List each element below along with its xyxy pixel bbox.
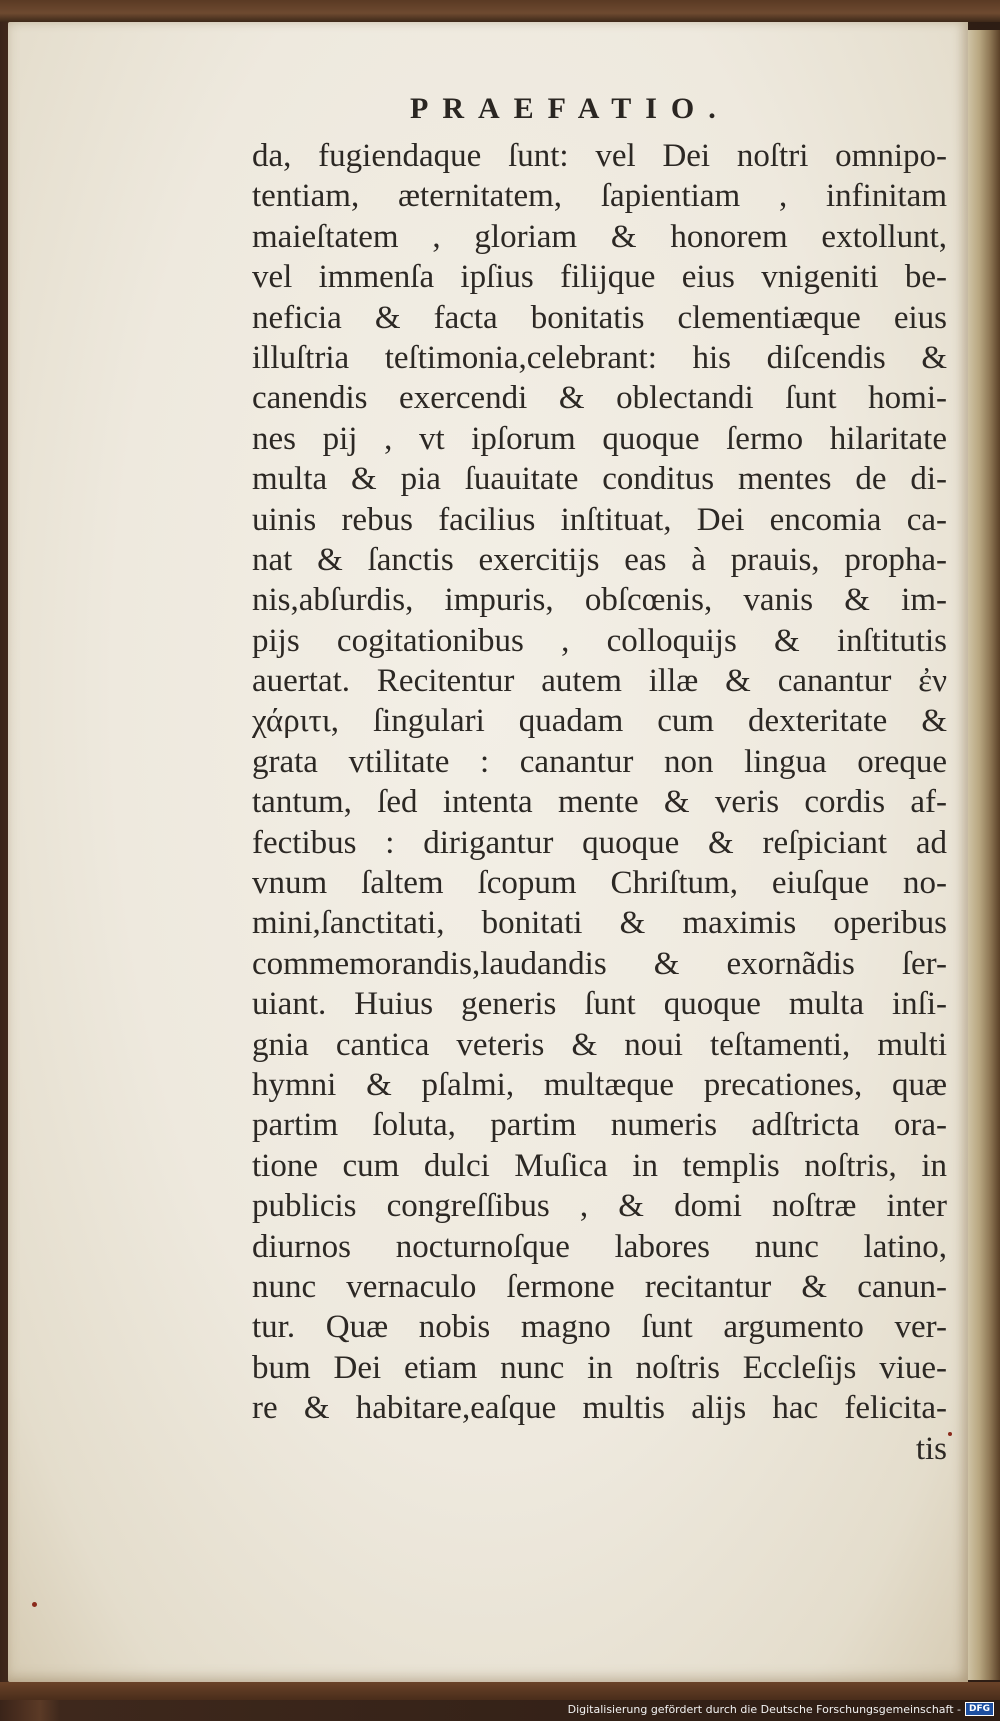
- text-line: uiant. Huius generis ſunt quoque multa inſi-: [252, 986, 947, 1023]
- text-line: uinis rebus facilius inſtituat, Dei encomia ca-: [252, 501, 947, 538]
- text-line: vnum ſaltem ſcopum Chriſtum, eiuſque no-: [252, 865, 947, 902]
- text-line: mini,ſanctitati, bonitati & maximis operibus: [252, 905, 947, 942]
- dfg-logo: DFG: [965, 1702, 994, 1716]
- text-line: nunc vernaculo ſermone recitantur & canun-: [252, 1268, 947, 1305]
- text-line: vel immenſa ipſius filijque eius vnigeniti be-: [252, 259, 947, 296]
- text-line: partim ſoluta, partim numeris adſtricta ora-: [252, 1107, 947, 1144]
- page-text-block: [252, 136, 947, 1469]
- text-line: tentiam, æternitatem, ſapientiam , infinitam: [252, 178, 947, 215]
- book-fore-edge: [968, 30, 1000, 1680]
- text-line: da, fugiendaque ſunt: vel Dei noſtri omnipo-: [252, 138, 947, 174]
- text-line: hymni & pſalmi, multæque precationes, quæ: [252, 1066, 947, 1103]
- text-line: diurnos nocturnoſque labores nunc latino,: [252, 1228, 947, 1265]
- ink-speck: [948, 1432, 952, 1436]
- text-line: publicis congreſſibus , & domi noſtræ inter: [252, 1188, 947, 1225]
- text-line: commemorandis,laudandis & exornãdis ſer-: [252, 945, 947, 982]
- digitization-footer: [568, 1702, 994, 1716]
- text-line: nes pij , vt ipſorum quoque ſermo hilaritate: [252, 420, 947, 457]
- text-line: gnia cantica veteris & noui teſtamenti, multi: [252, 1026, 947, 1063]
- book-bottom-edge: [0, 1682, 1000, 1700]
- text-line: maieſtatem , gloriam & honorem extollunt,: [252, 218, 947, 255]
- text-line: re & habitare,eaſque multis alijs hac felicita-: [252, 1390, 947, 1427]
- text-line: bum Dei etiam nunc in noſtris Eccleſijs viue-: [252, 1349, 947, 1386]
- text-line: neficia & facta bonitatis clementiæque eius: [252, 299, 947, 336]
- text-line: χάριτι, ſingulari quadam cum dexteritate &: [252, 703, 947, 740]
- text-line: nat & ſanctis exercitijs eas à prauis, propha-: [252, 541, 947, 578]
- text-line: tantum, ſed intenta mente & veris cordis af-: [252, 784, 947, 821]
- ink-speck: [32, 1602, 37, 1607]
- text-line: pijs cogitationibus , colloquijs & inſtitutis: [252, 622, 947, 659]
- text-line: fectibus : dirigantur quoque & reſpiciant ad: [252, 824, 947, 861]
- text-line: tur. Quæ nobis magno ſunt argumento ver-: [252, 1309, 947, 1346]
- catchword: tis: [915, 1430, 947, 1467]
- footer-credit: Digitalisierung gefördert durch die Deutsche Forschungsgemeinschaft -: [567, 1702, 961, 1716]
- text-line: canendis exercendi & oblectandi ſunt homi-: [252, 380, 947, 417]
- text-line: nis,abſurdis, impuris, obſcœnis, vanis & im-: [252, 582, 947, 619]
- text-line: multa & pia ſuauitate conditus mentes de di-: [252, 461, 947, 498]
- book-top-edge: [0, 0, 1000, 22]
- text-line: auertat. Recitentur autem illæ & canantur ἐν: [252, 663, 947, 700]
- text-line: illuſtria teſtimonia,celebrant: his diſcendis &: [252, 339, 947, 376]
- running-head: PRAEFATIO.: [410, 92, 730, 125]
- text-line: tione cum dulci Muſica in templis noſtris, in: [252, 1147, 947, 1184]
- text-line: grata vtilitate : canantur non lingua oreque: [252, 743, 947, 780]
